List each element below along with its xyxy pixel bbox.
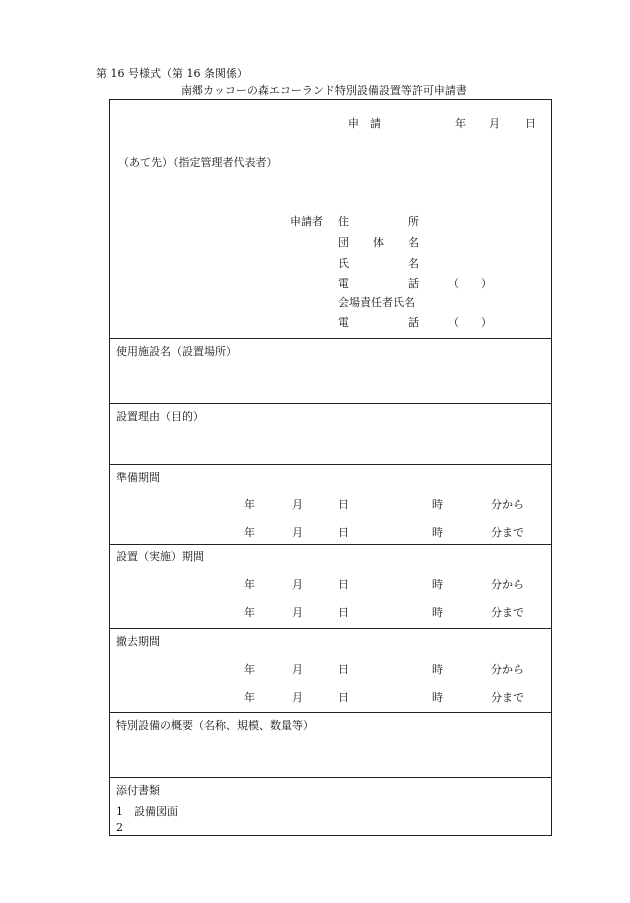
- application-form: [109, 99, 552, 836]
- phone2-paren: （ ）: [448, 316, 492, 329]
- period-day: 日: [338, 691, 349, 704]
- period-until: 分まで: [491, 606, 524, 619]
- group-label-2: 体: [373, 236, 384, 249]
- period-month: 月: [292, 578, 303, 591]
- address-label-1: 住: [338, 215, 349, 228]
- attachments-label: 添付書類: [116, 784, 160, 797]
- date-day: 日: [525, 117, 536, 130]
- overview-label: 特別設備の概要（名称、規模、数量等）: [116, 719, 314, 732]
- phone2-label-2: 話: [408, 316, 419, 329]
- period-until: 分まで: [491, 526, 524, 539]
- applicant-label: 申請者: [290, 215, 323, 228]
- divider: [110, 403, 551, 404]
- period-year: 年: [244, 691, 255, 704]
- divider: [110, 777, 551, 778]
- period-year: 年: [244, 606, 255, 619]
- period-day: 日: [338, 526, 349, 539]
- period-year: 年: [244, 578, 255, 591]
- prep-period-label: 準備期間: [116, 471, 160, 484]
- date-year: 年: [455, 117, 466, 130]
- phone-label-1: 電: [338, 277, 349, 290]
- group-label-3: 名: [408, 236, 419, 249]
- period-hour: 時: [432, 578, 443, 591]
- form-number: 第 16 号様式（第 16 条関係）: [96, 67, 248, 80]
- divider: [110, 712, 551, 713]
- attachment-item: 1 設備図面: [116, 805, 178, 818]
- removal-period-label: 撤去期間: [116, 635, 160, 648]
- period-hour: 時: [432, 498, 443, 511]
- period-month: 月: [292, 606, 303, 619]
- application-label: 申 請: [348, 117, 381, 130]
- period-hour: 時: [432, 663, 443, 676]
- phone-label-2: 話: [408, 277, 419, 290]
- setup-period-label: 設置（実施）期間: [116, 550, 204, 563]
- period-month: 月: [292, 691, 303, 704]
- period-hour: 時: [432, 606, 443, 619]
- phone-paren: （ ）: [448, 277, 492, 290]
- period-year: 年: [244, 498, 255, 511]
- period-hour: 時: [432, 526, 443, 539]
- divider: [110, 464, 551, 465]
- address-label-2: 所: [408, 215, 419, 228]
- facility-label: 使用施設名（設置場所）: [116, 345, 237, 358]
- period-until: 分まで: [491, 691, 524, 704]
- period-year: 年: [244, 526, 255, 539]
- name-label-2: 名: [408, 257, 419, 270]
- form-title: 南郷カッコーの森エコーランド特別設備設置等許可申請書: [181, 84, 467, 97]
- addressee: （あて先）（指定管理者代表者）: [118, 156, 278, 169]
- date-month: 月: [489, 117, 500, 130]
- reason-label: 設置理由（目的）: [116, 410, 204, 423]
- period-month: 月: [292, 498, 303, 511]
- divider: [110, 628, 551, 629]
- divider: [110, 544, 551, 545]
- period-day: 日: [338, 578, 349, 591]
- manager-label: 会場責任者氏名: [338, 296, 415, 309]
- period-from: 分から: [491, 663, 524, 676]
- phone2-label-1: 電: [338, 316, 349, 329]
- period-hour: 時: [432, 691, 443, 704]
- period-month: 月: [292, 663, 303, 676]
- period-from: 分から: [491, 578, 524, 591]
- period-day: 日: [338, 498, 349, 511]
- group-label-1: 団: [338, 236, 349, 249]
- name-label-1: 氏: [338, 257, 349, 270]
- period-year: 年: [244, 663, 255, 676]
- period-from: 分から: [491, 498, 524, 511]
- period-month: 月: [292, 526, 303, 539]
- period-day: 日: [338, 663, 349, 676]
- divider: [110, 338, 551, 339]
- period-day: 日: [338, 606, 349, 619]
- attachment-item: 2: [116, 821, 123, 834]
